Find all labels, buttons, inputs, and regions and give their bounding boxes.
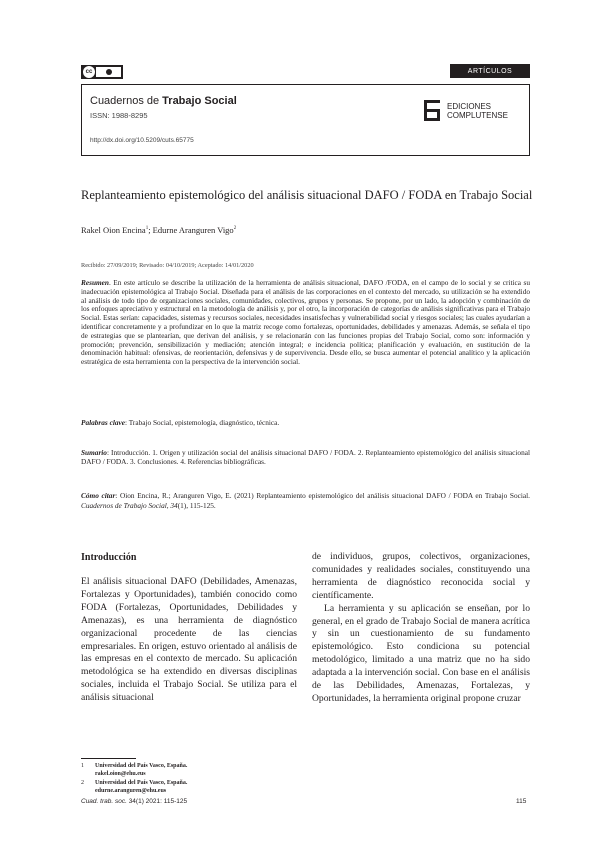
abstract: Resumen. En este artículo se describe la utilización de la herramienta de análisis situacional, DAFO /FODA, en el campo de lo social y se critica su inadecuación epistemológica al Trabajo Social. Diseñada para el análisis de las corporaciones en el contexto del mercado, su utilización se ha extendido al análisis de todo tipo de organizaciones sociales, comunidades, colectivos, grupos y personas. Se propone, por un lado, la adopción y combinación de los enfoques apreciativo y estructural en la metodología de análisis y, por el otro, la incorporación de categorías de análisis significativas para el Trabajo Social. Estas serían: capacidades, sistemas y recursos sociales, necesidades insatisfechas y vulnerabilidad social y riesgos sociales; las cuales ayudarían a identificar concretamente y a profundizar en lo que la matriz recoge como fortalezas, oportunidades, debilidades y amenazas. Además, se señala el tipo de estrategias que se plantearían, que derivan del análisis, y se relacionarán con las funciones propias del Trabajo Social, como son: información y promoción; prevención, sensibilización y mediación; atención integral; e incidencia política; planificación y evaluación, en sustitución de la denominación habitual: ofensivas, de reorientación, defensivas y de supervivencia. Desde ello, se busca aumentar el potencial analítico y la aplicación estratégica de esta herramienta con la perspectiva de la intervención social. (81, 278, 530, 367)
journal-title: Cuadernos de Trabajo Social (90, 95, 237, 107)
body-column-right (312, 551, 530, 706)
cc-license-badge (81, 65, 123, 79)
authors: Rakel Oion Encina$^1$; Edurne Aranguren Vigo$^2$ (81, 225, 237, 235)
publisher-logo-icon (424, 100, 440, 121)
article-title: Replanteamiento epistemológico del análisis situacional DAFO / FODA en Trabajo Social (81, 188, 533, 202)
section-heading-introduccion: Introducción (81, 552, 137, 563)
cc-by-icon (96, 67, 121, 77)
table-of-contents: Sumario: Introducción. 1. Origen y utilización social del análisis situacional DAFO / FODA. 2. Replanteamiento epistemológico del análisis situacional DAFO / FODA. 3. Conclusiones. 4. Referencias bibliográficas. (81, 448, 530, 466)
footnotes (81, 762, 381, 796)
footnote-divider (81, 758, 136, 759)
issn: ISSN: 1988-8295 (90, 111, 148, 120)
cc-icon: cc (83, 66, 95, 78)
paragraph: La herramienta y su aplicación se enseñan, por lo general, en el grado de Trabajo Social de manera acrítica y sin un cuestionamiento de su fundamento epistemológico. Esto condiciona su potencial metodológico, limitado a una matriz que no ha sido adaptada a la intervención social. Con base en el análisis de las Debilidades, Amenazas, Fortalezas, y Oportunidades, la herramienta original propone cruzar (312, 602, 530, 704)
body-column-left (81, 576, 297, 705)
page-number: 115 (516, 798, 527, 805)
footnote: 2 Universidad del País Vasco, España. edurne.aranguren@ehu.eus (81, 780, 188, 794)
how-to-cite: Cómo citar: Oion Encina, R.; Aranguren Vigo, E. (2021) Replanteamiento epistemológico del análisis situacional DAFO / FODA en Trabajo Social. Cuadernos de Trabajo Social, 34(1), 115-125. (81, 491, 530, 510)
section-badge: ARTÍCULOS (450, 64, 530, 78)
footer-citation: Cuad. trab. soc. 34(1) 2021: 115-125 (81, 798, 188, 805)
doi-link[interactable]: http://dx.doi.org/10.5209/cuts.65775 (90, 137, 194, 144)
footnote: 1 Universidad del País Vasco, España. rakel.oion@ehu.eus (81, 763, 188, 777)
paragraph: El análisis situacional DAFO (Debilidades, Amenazas, Fortalezas y Oportunidades), también conocido como FODA (Fortalezas, Oportunidades, Debilidades y Amenazas), es una herramienta de diagnóstico organizacional procedente de las ciencias empresariales. En origen, estuvo orientado al análisis de las empresas en el contexto de mercado. Su aplicación metodológica se ha extendido en diversas disciplinas sociales, incluida el Trabajo Social. Se utiliza para el análisis situacional (81, 576, 297, 704)
paragraph: de individuos, grupos, colectivos, organizaciones, comunidades y realidades sociales, constituyendo una herramienta de diagnóstico reconocida social y científicamente. (312, 551, 530, 601)
publisher-name: EDICIONES COMPLUTENSE (447, 102, 508, 120)
keywords: Palabras clave: Trabajo Social, epistemología, diagnóstico, técnica. (81, 418, 280, 427)
submission-dates: Recibido: 27/09/2019; Revisado: 04/10/2019; Aceptado: 14/01/2020 (81, 262, 254, 269)
